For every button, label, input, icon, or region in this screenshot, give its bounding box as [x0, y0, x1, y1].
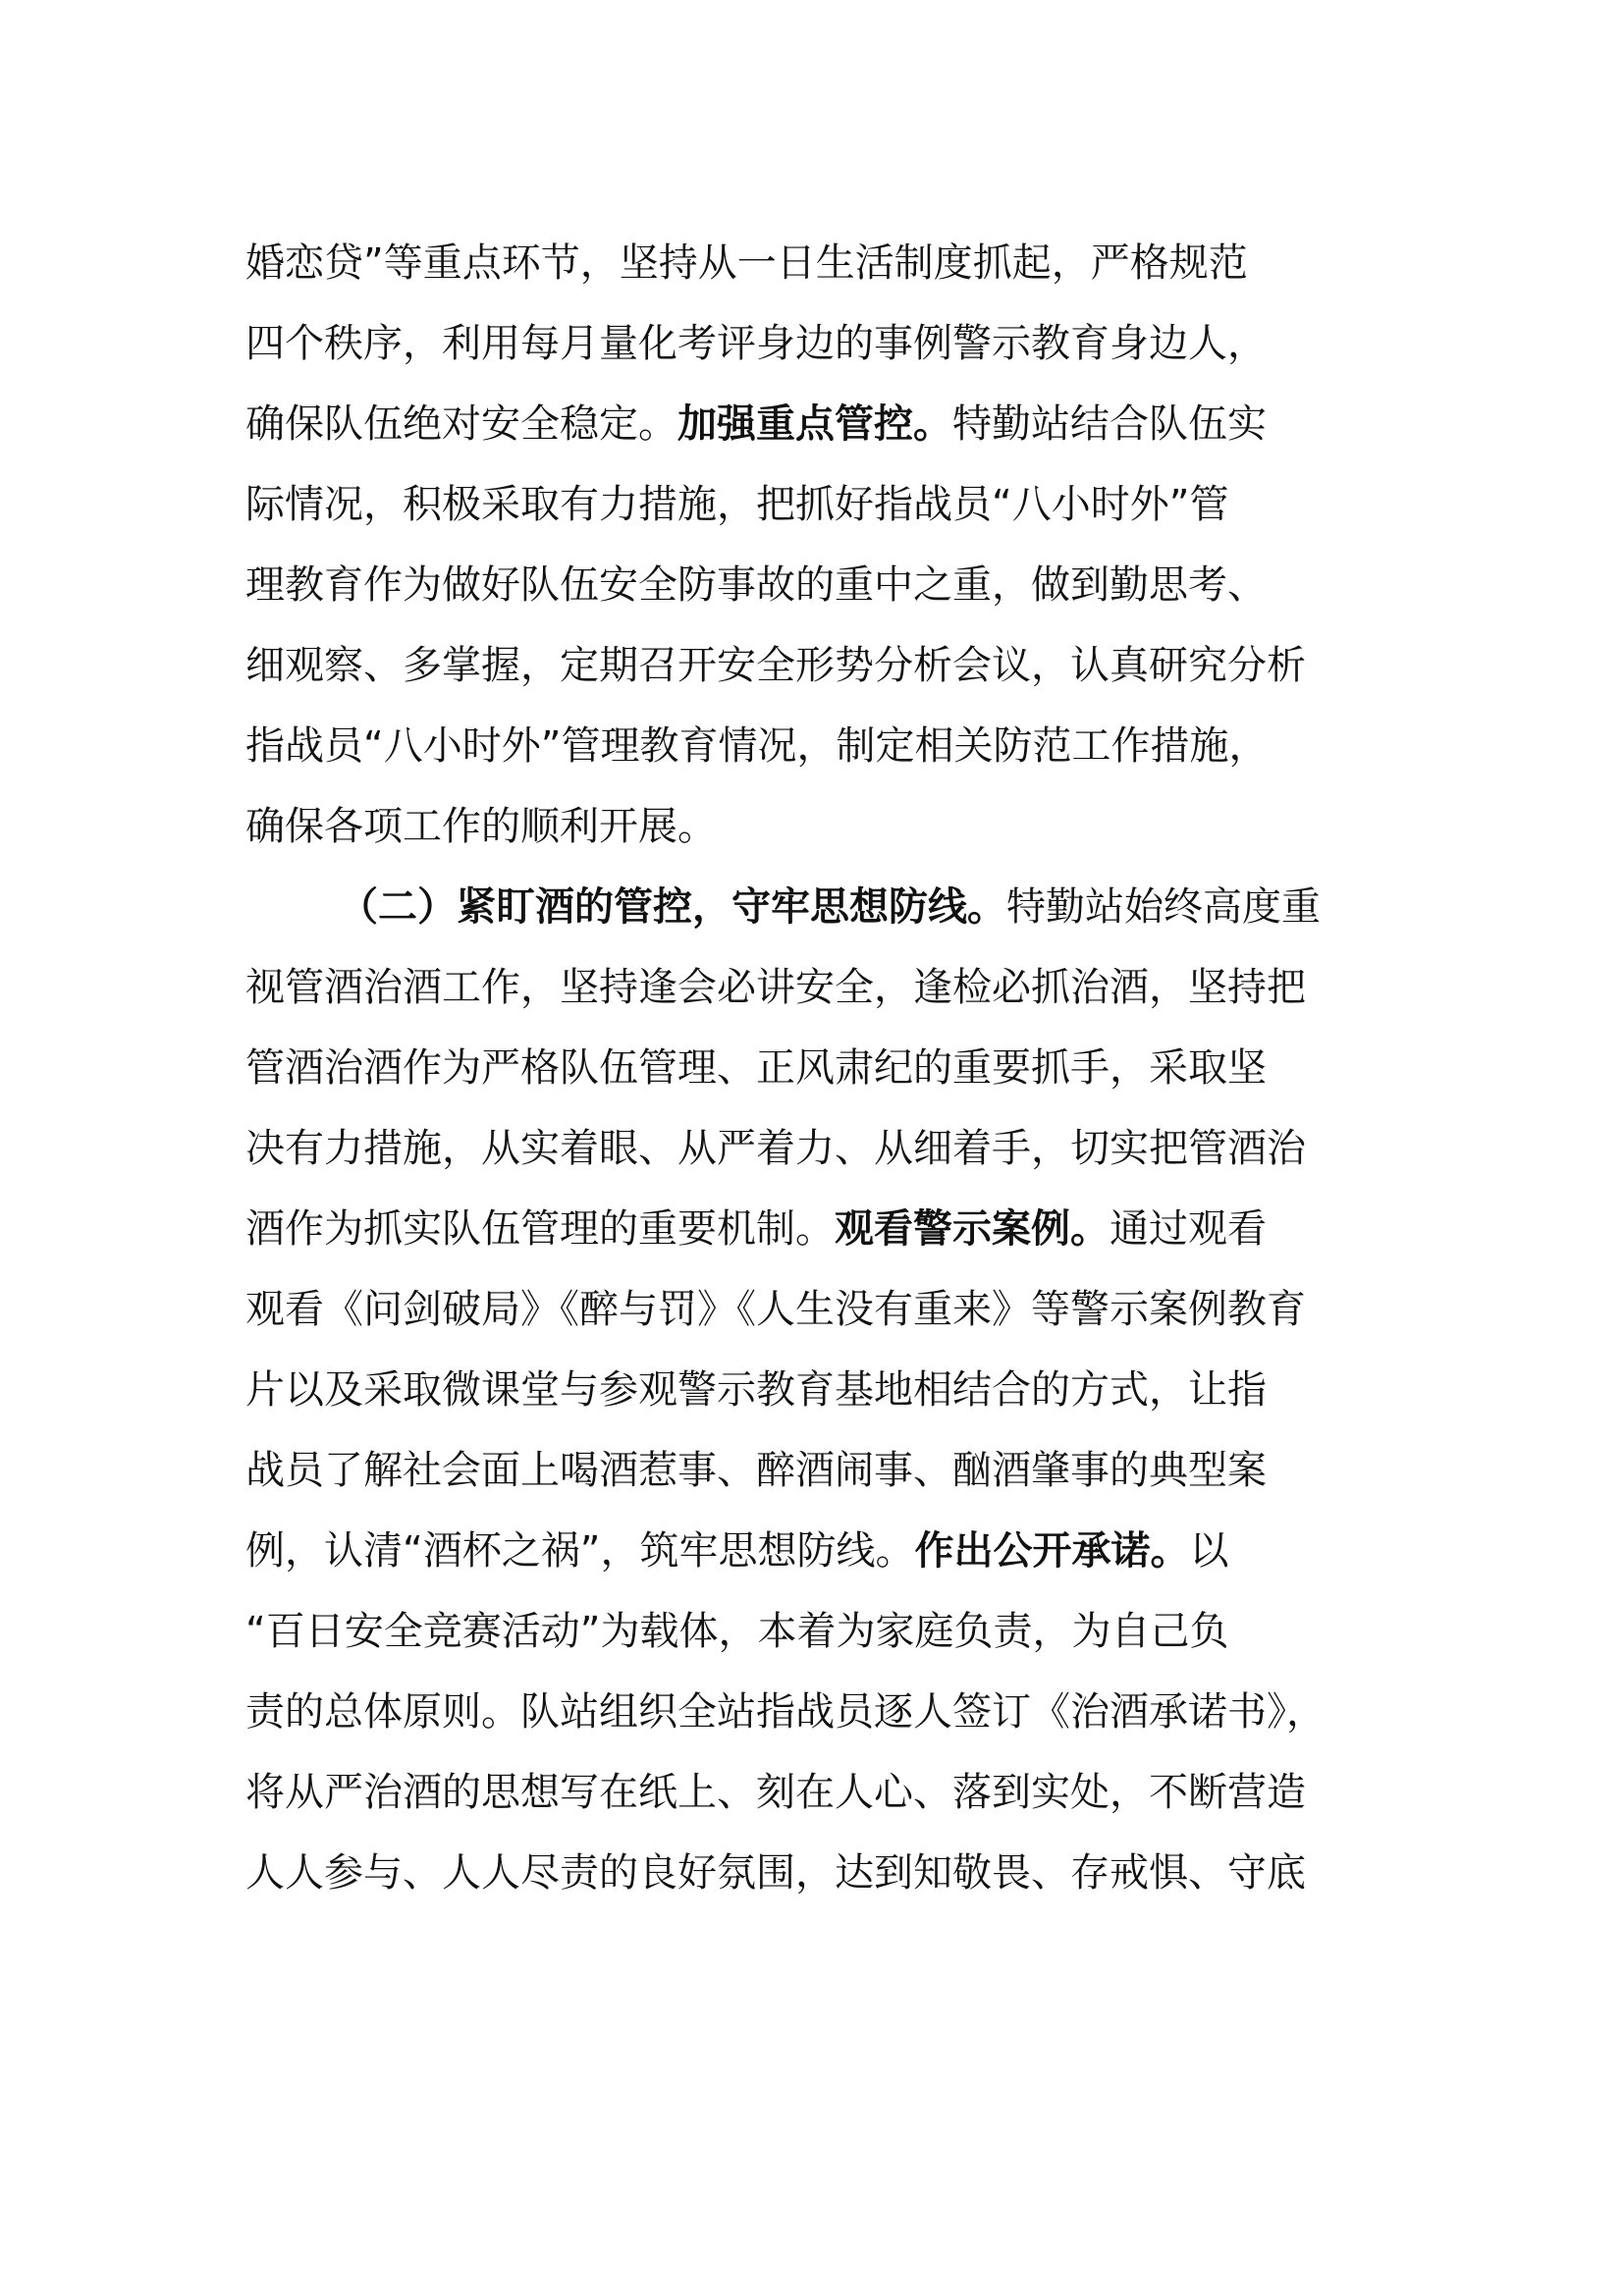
paragraph-2-line-5-text-a: 酒作为抓实队伍管理的重要机制。: [245, 1206, 835, 1252]
heading-strengthen-key-control: 加强重点管控。: [677, 401, 952, 447]
section-heading-alcohol-control: （二）紧盯酒的管控，守牢思想防线。: [339, 884, 1006, 930]
paragraph-2-line-9-text-c: 以: [1189, 1528, 1229, 1574]
paragraph-1-line-7: 指战员“八小时外”管理教育情况，制定相关防范工作措施，: [245, 723, 1269, 769]
paragraph-2-line-9: [245, 1517, 1404, 1585]
paragraph-2-line-8: 战员了解社会面上喝酒惹事、醉酒闹事、酗酒肇事的典型案: [245, 1448, 1267, 1493]
paragraph-2-line-1-text-b: 特勤站始终高度重: [1006, 884, 1321, 930]
paragraph-2-line-11: 责的总体原则。队站组织全站指战员逐人签订《治酒承诺书》，: [245, 1689, 1326, 1735]
paragraph-1-line-3-text-c: 特勤站结合队伍实: [952, 401, 1267, 447]
paragraph-2-line-4: 决有力措施，从实着眼、从严着力、从细着手，切实把管酒治: [245, 1126, 1306, 1171]
paragraph-1-line-3-text-a: 确保队伍绝对安全稳定。: [245, 401, 677, 447]
paragraph-1-line-8: 确保各项工作的顺利开展。: [245, 804, 717, 849]
paragraph-2-line-10: “百日安全竞赛活动”为载体，本着为家庭负责，为自己负: [245, 1609, 1229, 1654]
paragraph-2-line-1: [339, 873, 1404, 941]
paragraph-2-line-5-text-c: 通过观看: [1110, 1206, 1267, 1252]
paragraph-2-line-7: 片以及采取微课堂与参观警示教育基地相结合的方式，让指: [245, 1367, 1267, 1413]
paragraph-2-line-12: 将从严治酒的思想写在纸上、刻在人心、落到实处，不断营造: [245, 1770, 1306, 1815]
paragraph-2-line-3: 管酒治酒作为严格队伍管理、正风肃纪的重要抓手，采取坚: [245, 1045, 1267, 1091]
paragraph-2-line-5: [245, 1195, 1404, 1263]
heading-watch-warning-cases: 观看警示案例。: [835, 1206, 1110, 1252]
paragraph-1-line-3: [245, 390, 1404, 458]
heading-public-commitment: 作出公开承诺。: [914, 1528, 1190, 1574]
paragraph-1-line-5: 理教育作为做好队伍安全防事故的重中之重，做到勤思考、: [245, 562, 1267, 608]
paragraph-1-line-1: 婚恋贷”等重点环节，坚持从一日生活制度抓起，严格规范: [245, 240, 1248, 286]
paragraph-1-line-4: 际情况，积极采取有力措施，把抓好指战员“八小时外”管: [245, 482, 1229, 527]
paragraph-2-line-13: 人人参与、人人尽责的良好氛围，达到知敬畏、存戒惧、守底: [245, 1850, 1306, 1896]
paragraph-2-line-9-text-a: 例，认清“酒杯之祸”，筑牢思想防线。: [245, 1528, 915, 1574]
paragraph-1-line-6: 细观察、多掌握，定期召开安全形势分析会议，认真研究分析: [245, 643, 1306, 688]
paragraph-2-line-2: 视管酒治酒工作，坚持逢会必讲安全，逢检必抓治酒，坚持把: [245, 965, 1306, 1010]
paragraph-2-line-6: 观看《问剑破局》《醉与罚》《人生没有重来》等警示案例教育: [245, 1287, 1306, 1332]
paragraph-1-line-2: 四个秩序，利用每月量化考评身边的事例警示教育身边人，: [245, 321, 1267, 366]
